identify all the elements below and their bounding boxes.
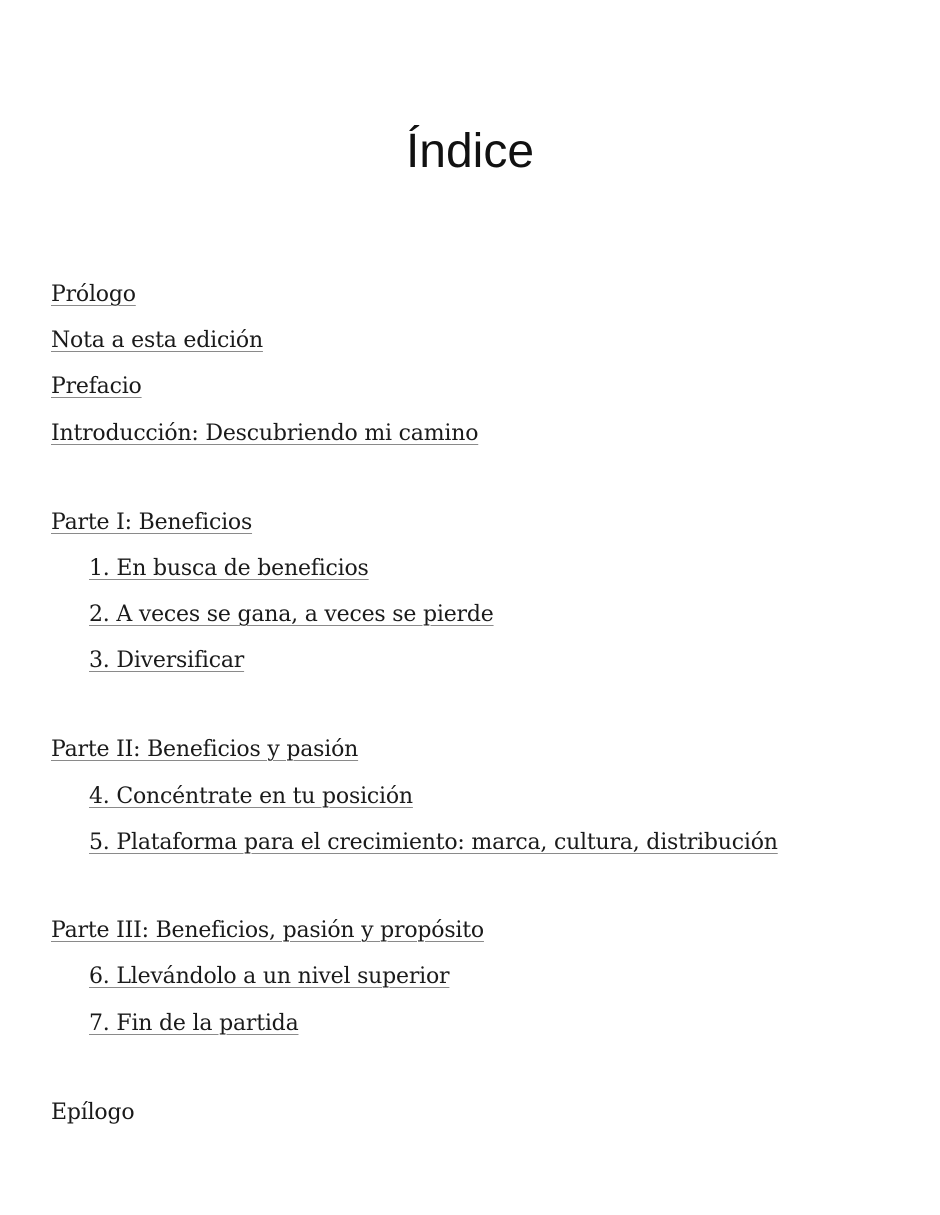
toc-link-chapter-7[interactable]: 7. Fin de la partida <box>89 1011 299 1036</box>
toc-link-prologo[interactable]: Prólogo <box>51 282 136 307</box>
toc-link-chapter-4[interactable]: 4. Concéntrate en tu posición <box>89 784 413 809</box>
toc-link-chapter-5[interactable]: 5. Plataforma para el crecimiento: marca, cultura, distribución <box>89 830 778 855</box>
toc-link-chapter-1[interactable]: 1. En busca de beneficios <box>89 556 369 581</box>
toc-link-introduccion[interactable]: Introducción: Descubriendo mi camino <box>51 421 479 446</box>
toc-link-prefacio[interactable]: Prefacio <box>51 374 142 399</box>
toc-link-parte-1[interactable]: Parte I: Beneficios <box>51 510 253 535</box>
toc-link-parte-3[interactable]: Parte III: Beneficios, pasión y propósito <box>51 918 484 943</box>
toc-link-chapter-6[interactable]: 6. Llevándolo a un nivel superior <box>89 964 450 989</box>
toc-link-chapter-3[interactable]: 3. Diversificar <box>89 648 245 673</box>
toc-link-chapter-2[interactable]: 2. A veces se gana, a veces se pierde <box>89 602 494 627</box>
toc-link-nota-edicion[interactable]: Nota a esta edición <box>51 328 263 353</box>
page-title: Índice <box>405 125 535 178</box>
toc-entry-epilogo: Epílogo <box>51 1100 135 1125</box>
toc-link-parte-2[interactable]: Parte II: Beneficios y pasión <box>51 737 359 762</box>
